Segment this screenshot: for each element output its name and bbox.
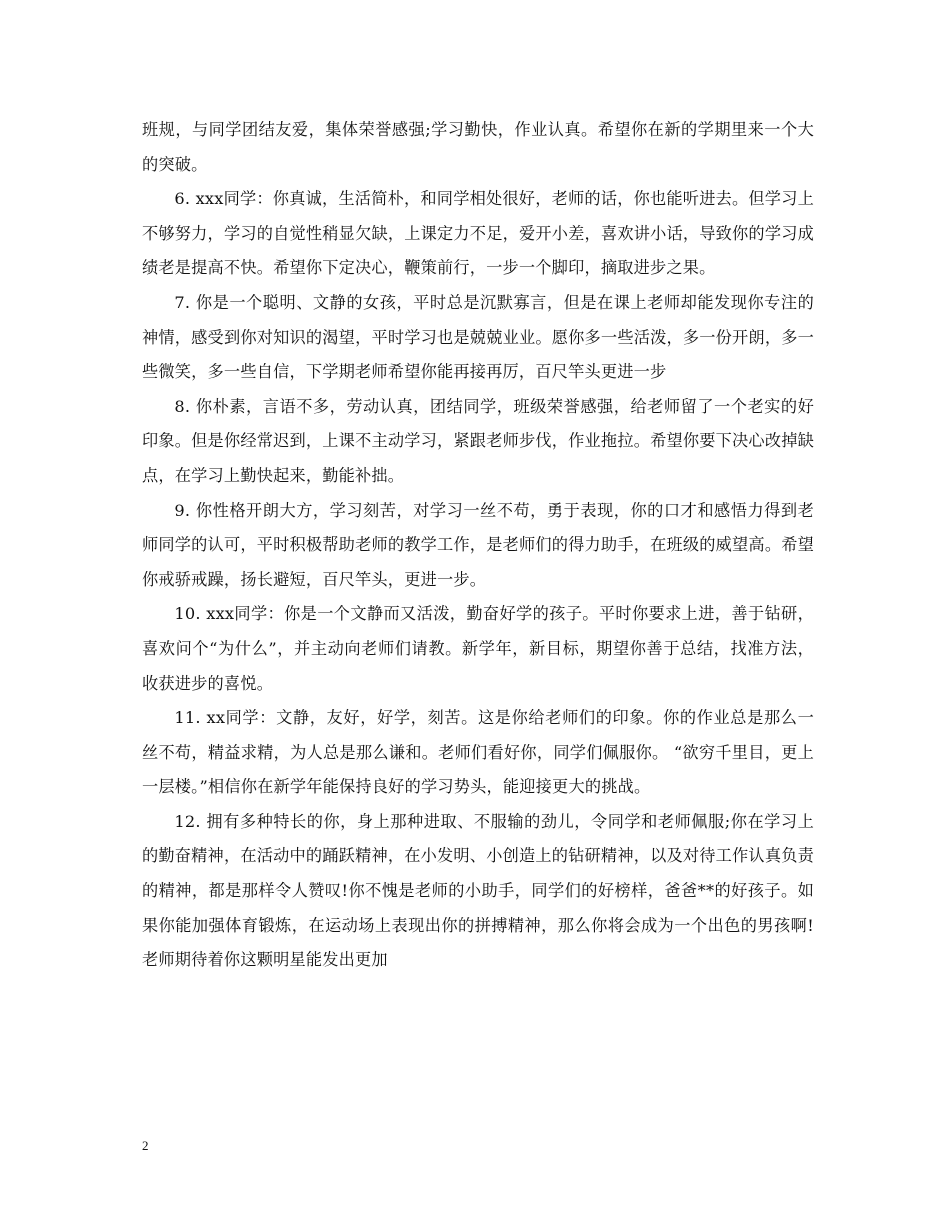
page-number: 2 (142, 1138, 149, 1153)
paragraph-continuation: 班规，与同学团结友爱，集体荣誉感强;学习勤快，作业认真。希望你在新的学期里来一个大的突破。 (142, 120, 814, 174)
paragraph-11: 11. xx同学：文静，友好，好学，刻苦。这是你给老师们的印象。你的作业总是那么一丝不苟，精益求精，为人总是那么谦和。老师们看好你，同学们佩服你。 “欲穷千里目，更上一层楼。”相信你在新学年能保持良好的学习势头，能迎接更大的挑战。 (142, 708, 814, 797)
paragraph-8: 8. 你朴素，言语不多，劳动认真，团结同学，班级荣誉感强，给老师留了一个老实的好印象。但是你经常迟到，上课不主动学习，紧跟老师步伐，作业拖拉。希望你要下决心改掉缺点，在学习上勤快起来，勤能补拙。 (142, 396, 814, 485)
paragraph-12: 12. 拥有多种特长的你，身上那种进取、不服输的劲儿，令同学和老师佩服;你在学习上的勤奋精神，在活动中的踊跃精神，在小发明、小创造上的钻研精神，以及对待工作认真负责的精神，都是那样令人赞叹!你不愧是老师的小助手，同学们的好榜样，爸爸**的好孩子。如果你能加强体育锻炼，在运动场上表现出你的拼搏精神，那么你将会成为一个出色的男孩啊!老师期待着你这颗明星能发出更加 (142, 811, 814, 970)
paragraph-7: 7. 你是一个聪明、文静的女孩，平时总是沉默寡言，但是在课上老师却能发现你专注的神情，感受到你对知识的渴望，平时学习也是兢兢业业。愿你多一些活泼，多一份开朗，多一些微笑，多一些自信，下学期老师希望你能再接再厉，百尺竿头更进一步 (142, 292, 814, 382)
paragraph-10: 10. xxx同学：你是一个文静而又活泼，勤奋好学的孩子。平时你要求上进，善于钻研，喜欢问个“为什么”，并主动向老师们请教。新学年，新目标，期望你善于总结，找准方法，收获进步的喜悦。 (142, 604, 814, 693)
paragraph-6: 6. xxx同学：你真诚，生活简朴，和同学相处很好，老师的话，你也能听进去。但学习上不够努力，学习的自觉性稍显欠缺，上课定力不足，爱开小差，喜欢讲小话，导致你的学习成绩老是提高不快。希望你下定决心，鞭策前行，一步一个脚印，摘取进步之果。 (142, 189, 814, 278)
body-text (142, 113, 814, 978)
paragraph-9: 9. 你性格开朗大方，学习刻苦，对学习一丝不苟，勇于表现，你的口才和感悟力得到老师同学的认可，平时积极帮助老师的教学工作，是老师们的得力助手，在班级的威望高。希望你戒骄戒躁，扬长避短，百尺竿头，更进一步。 (142, 500, 814, 589)
